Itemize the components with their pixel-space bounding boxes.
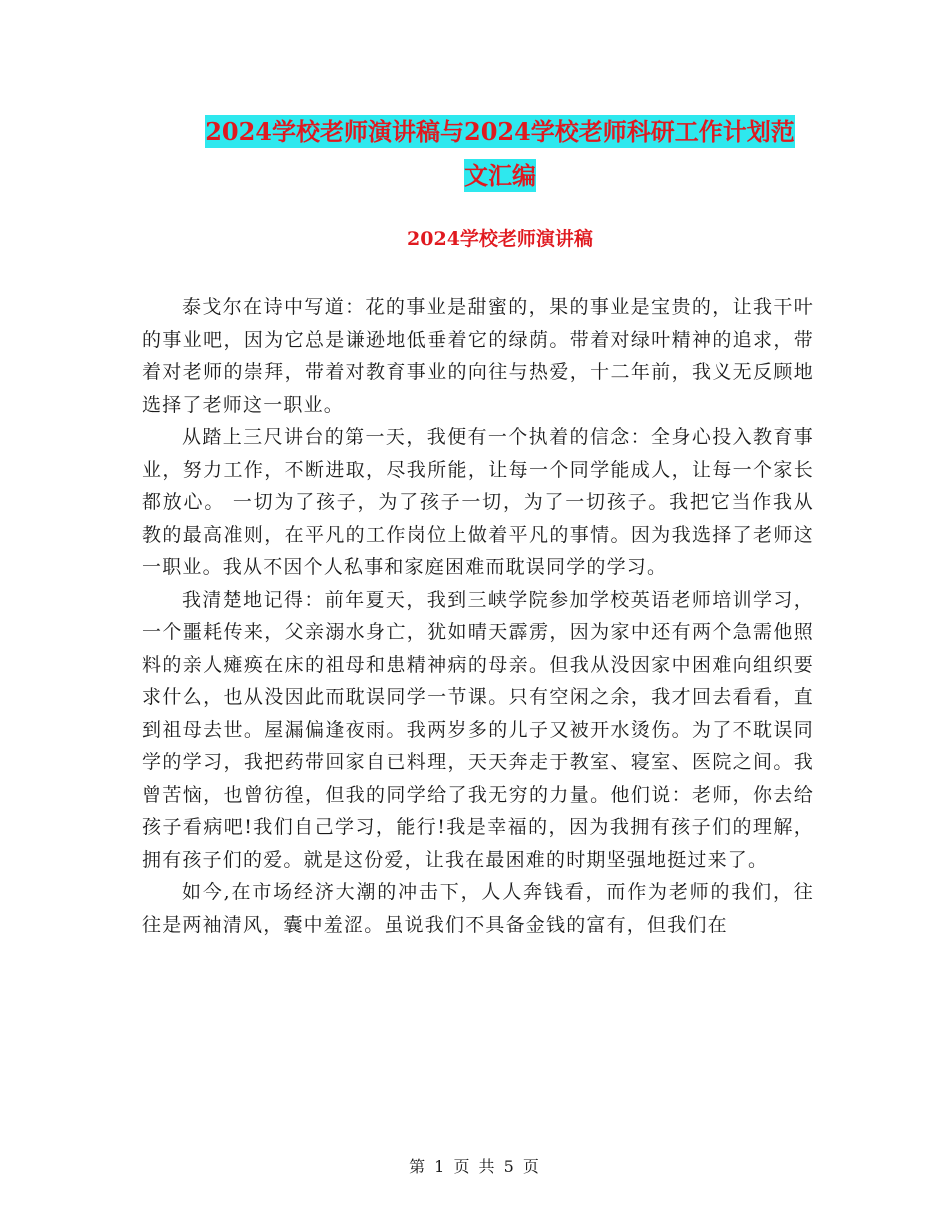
paragraph: 泰戈尔在诗中写道：花的事业是甜蜜的，果的事业是宝贵的，让我干叶的事业吧，因为它总是谦逊地低垂着它的绿荫。带着对绿叶精神的追求，带着对老师的崇拜，带着对教育事业的向往与热爱，十二年前，我义无反顾地选择了老师这一职业。 <box>142 296 814 416</box>
page-footer: 第 1 页 共 5 页 <box>409 1157 541 1176</box>
title-line-2: 文汇编 <box>464 161 536 190</box>
paragraph: 如今,在市场经济大潮的冲击下，人人奔钱看，而作为老师的我们，往往是两袖清风，囊中羞涩。虽说我们不具备金钱的富有，但我们在 <box>142 881 814 936</box>
section-title: 2024学校老师演讲稿 <box>407 228 593 250</box>
document-title <box>140 110 860 198</box>
title-line-1: 2024学校老师演讲稿与2024学校老师科研工作计划范 <box>205 117 795 146</box>
paragraph: 我清楚地记得：前年夏天，我到三峡学院参加学校英语老师培训学习，一个噩耗传来，父亲溺水身亡，犹如晴天霹雳，因为家中还有两个急需他照料的亲人瘫痪在床的祖母和患精神病的母亲。但我从没因家中困难向组织要求什么，也从没因此而耽误同学一节课。只有空闲之余，我才回去看看，直到祖母去世。屋漏偏逢夜雨。我两岁多的儿子又被开水烫伤。为了不耽误同学的学习，我把药带回家自已料理，天天奔走于教室、寝室、医院之间。我曾苦恼，也曾彷徨，但我的同学给了我无穷的力量。他们说：老师，你去给孩子看病吧!我们自己学习，能行!我是幸福的，因为我拥有孩子们的理解，拥有孩子们的爱。就是这份爱，让我在最困难的时期坚强地挺过来了。 <box>142 588 814 871</box>
document-body <box>142 291 814 941</box>
paragraph: 从踏上三尺讲台的第一天，我便有一个执着的信念：全身心投入教育事业，努力工作，不断进取，尽我所能，让每一个同学能成人，让每一个家长都放心。 一切为了孩子，为了孩子一切，为了一切孩子。我把它当作我从教的最高准则，在平凡的工作岗位上做着平凡的事情。因为我选择了老师这一职业。我从不因个人私事和家庭困难而耽误同学的学习。 <box>142 426 814 578</box>
